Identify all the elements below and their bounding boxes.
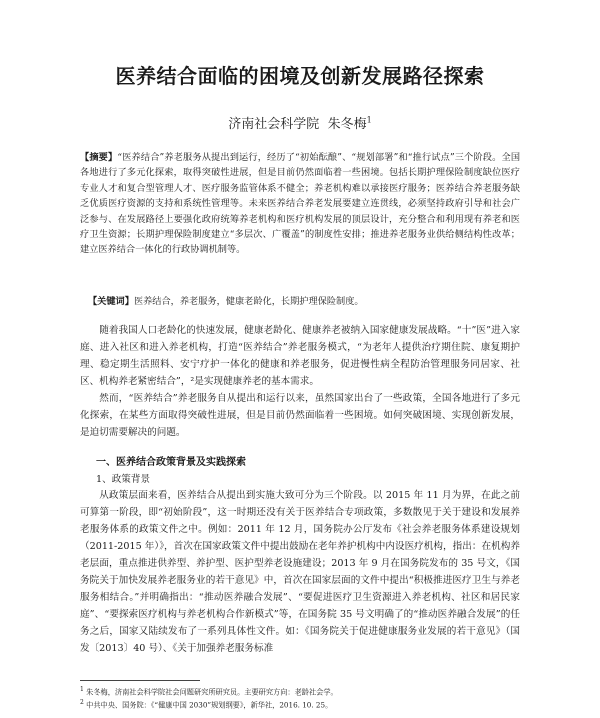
section1-paragraph: 从政策层面来看，医养结合从提出到实施大致可分为三个阶段。以 2015 年 11 月为界，在此之前可算第一阶段，即“初始阶段”，这一时期还没有关于医养结合专项政策，多数散见于关于建设和发展养老服务体系的政策文件之中。例如：2011 年 12 月，国务院办公厅发布《社会养老服务体系建设规划（2011-2015 年）》，首次在国家政策文件中提出鼓励在老年养护机构中内设医疗机构，指出：在机构养老层面，重点推进供养型、养护型、医护型养老设施建设；2013 年 9 月在国务院发布的 35 号文，《国务院关于加快发展养老服务业的若干意见》中，首次在国家层面的文件中提出“积极推进医疗卫生与养老服务相结合。”并明确指出：“推动医养融合发展”、“要促进医疗卫生资源进入养老机构、社区和居民家庭”、“要探索医疗机构与养老机构合作新模式”等，在国务院 35 号文明确了的“推动医养融合发展”的任务之后，国家又陆续发布了一系列具体性文件。如：《国务院关于促进健康服务业发展的若干意见》（国发〔2013〕40 号）、《关于加强养老服务标准 bbox=[80, 490, 520, 654]
intro-paragraph-2: 然而，“医养结合”养老服务自从提出和运行以来，虽然国家出台了一些政策，全国各地进行了多元化探索，在某些方面取得突破性进展，但是目前仍然面临着一些困境。如何突破困境、实现创新发展，是迫切需要解决的问题。 bbox=[80, 393, 520, 438]
abstract-text: “医养结合”养老服务从提出到运行，经历了“初始酝酿”、“规划部署”和“推行试点”三个阶段。全国各地进行了多元化探索，取得突破性进展，但是目前仍然面临着一些困境。包括长期护理保险制度缺位医疗专业人才和复合型管理人才、医疗服务监管体系不健全；养老机构难以承接医疗服务；医养结合养老服务缺乏优质医疗资源的支持和系统性管理等。未来医养结合养老发展要建立连贯线，必须坚持政府引导和社会广泛参与、在发展路径上要强化政府统筹养老机构和医疗机构发展的顶层设计，充分整合和利用现有养老和医疗卫生资源；长期护理保险制度建立“多层次、广覆盖”的制度性安排；推进养老服务业供给侧结构性改革；建立医养结合一体化的行政协调机制等。 bbox=[80, 152, 521, 256]
section1-body bbox=[80, 487, 520, 657]
author-affiliation: 济南社会科学院 bbox=[228, 117, 320, 132]
footnote-1-marker: 1 bbox=[80, 686, 84, 693]
footnote-2-text: 中共中央、国务院：《“健康中国 2030”规划纲要》，新华社，2016. 10. 25。 bbox=[86, 700, 333, 710]
author-footnote-marker: 1 bbox=[366, 115, 372, 125]
footnote-2-marker: 2 bbox=[80, 699, 84, 707]
keywords-text: 医养结合，养老服务，健康老龄化，长期护理保险制度。 bbox=[133, 296, 364, 307]
keywords-label: 【关键词】 bbox=[88, 296, 134, 307]
abstract bbox=[80, 150, 520, 258]
keywords bbox=[88, 294, 520, 309]
footnote-2 bbox=[80, 697, 520, 710]
intro-section bbox=[80, 322, 520, 441]
intro-paragraph-1: 随着我国人口老龄化的快速发展，健康老龄化、健康养老被纳入国家健康发展战略。“十”医”进入家庭、进入社区和进入养老机构，打造“医养结合”养老服务模式，“为老年人提供治疗期住院、康复期护理、稳定期生活照料、安宁疗护一体化的健康和养老服务，促进慢性病全程防治管理服务同居家、社区、机构养老紧密结合”，²是实现健康养老的基本需求。 bbox=[80, 325, 520, 387]
footnote-divider bbox=[80, 680, 200, 681]
footnote-1 bbox=[80, 684, 520, 697]
footnotes bbox=[80, 684, 520, 711]
author-line bbox=[0, 113, 600, 132]
section-heading-1: 一、医养结合政策背景及实践探索 bbox=[96, 457, 246, 468]
paper-title: 医养结合面临的困境及创新发展路径探索 bbox=[115, 64, 485, 88]
author-name: 朱冬梅 bbox=[327, 117, 367, 132]
abstract-label: 【摘要】 bbox=[80, 152, 118, 163]
subsection-heading-1: 1、政策背景 bbox=[96, 474, 151, 485]
footnote-1-text: 朱冬梅，济南社会科学院社会问题研究所研究员。主要研究方向：老龄社会学。 bbox=[86, 687, 338, 697]
